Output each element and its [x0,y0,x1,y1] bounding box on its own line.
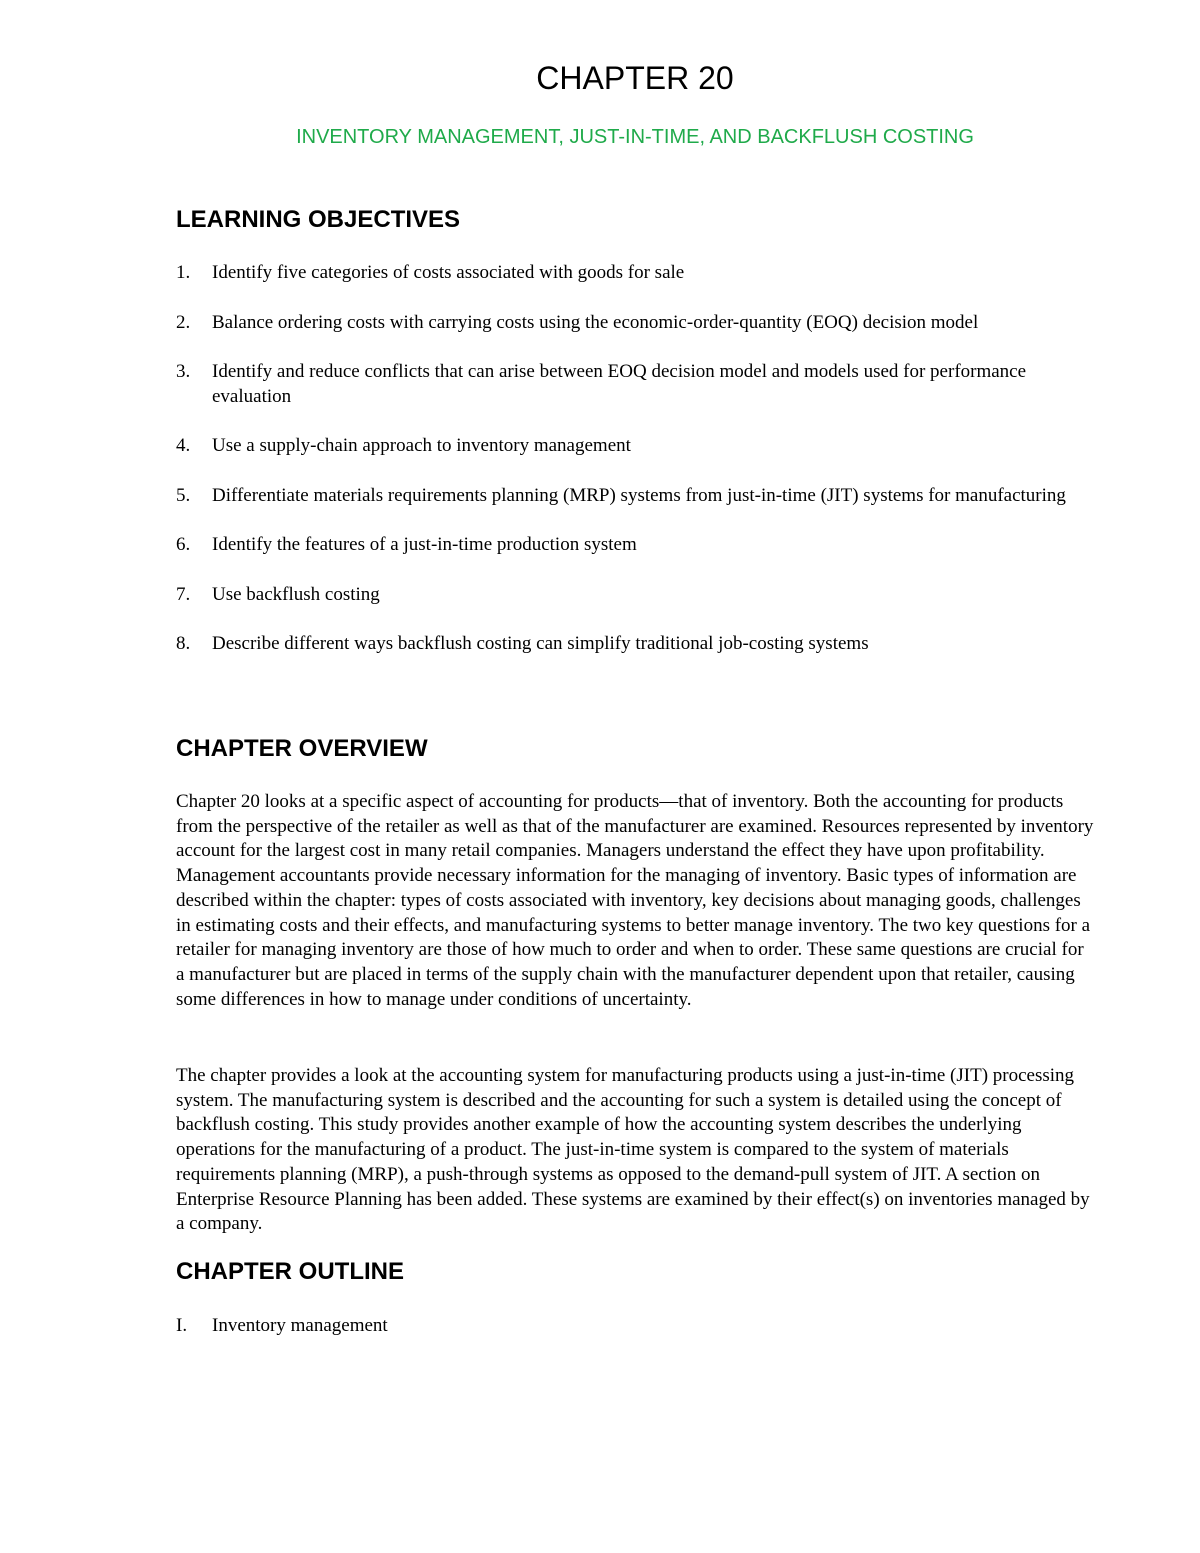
objective-item [176,632,1096,657]
objective-item [176,434,1096,459]
outline-text: Inventory management [212,1315,388,1336]
objective-number: 4. [176,435,191,456]
objective-text: Identify the features of a just-in-time production system [212,534,637,555]
overview-paragraph: Chapter 20 looks at a specific aspect of accounting for products—that of inventory. Both the accounting for products from the perspective of the retailer as well as that of the manufacturer are examined. Resources represented by inventory account for the largest cost in many retail companies. Managers understand the effect they have upon profitability. Management accountants provide necessary information for the managing of inventory. Basic types of information are described within the chapter: types of costs associated with inventory, key decisions about managing goods, challenges in estimating costs and their effects, and manufacturing systems to better manage inventory. The two key questions for a retailer for managing inventory are those of how much to order and when to order. These same questions are crucial for a manufacturer but are placed in terms of the supply chain with the manufacturer dependent upon that retailer, causing some differences in how to manage under conditions of uncertainty. [176,791,1094,1010]
objective-number: 2. [176,311,191,333]
objective-text: Identify and reduce conflicts that can arise between EOQ decision model and models used for performance evaluation [212,361,1027,407]
chapter-overview-heading: CHAPTER OVERVIEW [176,735,428,762]
learning-objectives-heading: LEARNING OBJECTIVES [176,206,461,233]
objective-item [176,484,1096,509]
objective-number: 6. [176,534,191,555]
objective-number: 5. [176,484,191,506]
objective-text: Use a supply-chain approach to inventory management [212,435,631,456]
objective-text: Balance ordering costs with carrying costs using the economic-order-quantity (EOQ) decision model [212,311,979,333]
objective-text: Describe different ways backflush costing can simplify traditional job-costing systems [212,633,869,654]
objective-number: 8. [176,633,191,654]
objective-item [176,311,1096,336]
objective-item [176,360,1096,409]
chapter-title: CHAPTER 20 [536,60,734,96]
outline-number: I. [176,1315,188,1336]
objective-item [176,533,1096,558]
overview-paragraph: The chapter provides a look at the accounting system for manufacturing products using a just-in-time (JIT) processing system. The manufacturing system is described and the accounting for such a system is detailed using the concept of backflush costing. This study provides another example of how the accounting system describes the underlying operations for the manufacturing of a product. The just-in-time system is compared to the system of materials requirements planning (MRP), a push-through systems as opposed to the demand-pull system of JIT. A section on Enterprise Resource Planning has been added. These systems are examined by their effect(s) on inventories managed by a company. [176,1065,1090,1235]
objective-item [176,261,1096,286]
objective-text: Identify five categories of costs associated with goods for sale [212,262,685,283]
objective-number: 7. [176,583,191,605]
objective-text: Differentiate materials requirements planning (MRP) systems from just-in-time (JIT) systems for manufacturing [212,484,1066,506]
outline-item [176,1313,388,1338]
objective-item [176,583,1096,608]
objective-number: 3. [176,361,191,382]
learning-objectives-list [176,261,1096,682]
objective-number: 1. [176,262,191,283]
objective-text: Use backflush costing [212,583,380,605]
chapter-subtitle: INVENTORY MANAGEMENT, JUST-IN-TIME, AND BACKFLUSH COSTING [296,126,974,148]
chapter-outline-heading: CHAPTER OUTLINE [176,1258,404,1285]
